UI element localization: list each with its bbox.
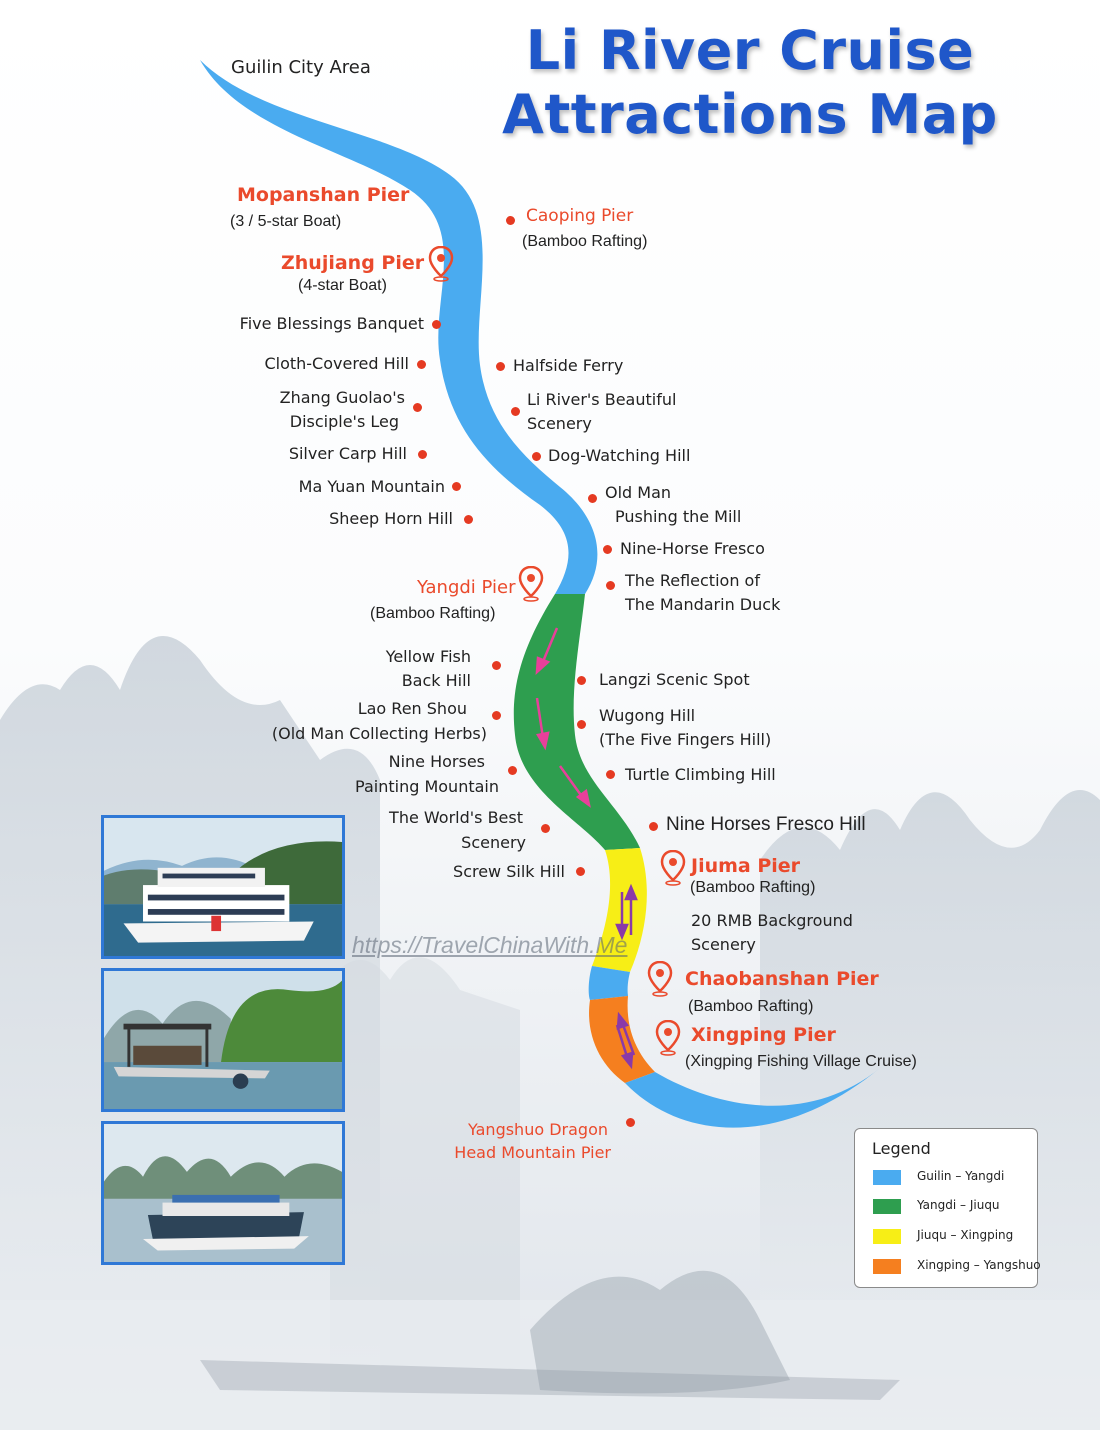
legend-swatch: [873, 1259, 901, 1274]
old-man-mill-line1: Old Man: [605, 483, 672, 502]
start-label: Guilin City Area: [231, 57, 371, 78]
old-man-mill-dot: [588, 494, 597, 503]
legend-swatch: [873, 1170, 901, 1185]
dog-watching-dot: [532, 452, 541, 461]
beautiful-scenery-dot: [511, 407, 520, 416]
yangshuo-pier-line2: Head Mountain Pier: [454, 1143, 611, 1162]
mopanshan-pier-note: (3 / 5-star Boat): [230, 213, 342, 230]
cloth-covered-dot: [417, 360, 426, 369]
yangdi-pier-note: (Bamboo Rafting): [370, 605, 496, 622]
caoping-dot: [506, 216, 515, 225]
yangshuo-pier-line1: Yangshuo Dragon: [468, 1120, 608, 1139]
nine-horses-painting-dot: [508, 766, 517, 775]
zhang-guolao-line2: Disciple's Leg: [289, 412, 399, 431]
lao-ren-shou-dot: [492, 711, 501, 720]
langzi-dot: [577, 676, 586, 685]
halfside-ferry-dot: [496, 362, 505, 371]
nine-horses-painting-line1: Nine Horses: [388, 752, 485, 771]
zhujiang-pier-note: (4-star Boat): [298, 277, 387, 294]
wugong-dot: [577, 720, 586, 729]
worlds-best-dot: [541, 824, 550, 833]
mandarin-duck-line1: The Reflection of: [625, 571, 760, 590]
xingping-pier-note: (Xingping Fishing Village Cruise): [685, 1053, 917, 1070]
rmb20-line2: Scenery: [691, 935, 756, 954]
lao-ren-shou-line2: (Old Man Collecting Herbs): [271, 724, 487, 743]
watermark-link[interactable]: https://TravelChinaWith.Me: [352, 932, 628, 958]
caoping-pier-note: (Bamboo Rafting): [522, 233, 648, 250]
legend-label: Guilin – Yangdi: [917, 1169, 1005, 1183]
chaobanshan-pier-note: (Bamboo Rafting): [688, 998, 814, 1015]
turtle-climbing-dot: [606, 770, 615, 779]
mandarin-duck-line2: The Mandarin Duck: [625, 595, 781, 614]
yangdi-pin-icon: [518, 566, 544, 602]
lao-ren-shou-line1: Lao Ren Shou: [357, 699, 467, 718]
sheep-horn-label: Sheep Horn Hill: [329, 509, 453, 528]
nine-horse-fresco-label: Nine-Horse Fresco: [620, 539, 765, 558]
five-blessings-dot: [432, 320, 441, 329]
screw-silk-dot: [576, 867, 585, 876]
river-segment-yangshuo: [625, 1068, 880, 1128]
bamboo-raft-photo: [101, 968, 345, 1112]
silver-carp-label: Silver Carp Hill: [288, 444, 407, 463]
yangdi-pier-label: Yangdi Pier: [417, 577, 516, 598]
jiuma-pier-note: (Bamboo Rafting): [690, 879, 816, 896]
yangshuo-dot: [626, 1118, 635, 1127]
legend-title: Legend: [872, 1139, 931, 1158]
chaobanshan-pier-label: Chaobanshan Pier: [685, 968, 879, 990]
xingping-pier-label: Xingping Pier: [691, 1024, 836, 1046]
dog-watching-label: Dog-Watching Hill: [548, 446, 691, 465]
silver-carp-dot: [418, 450, 427, 459]
legend-swatch: [873, 1229, 901, 1244]
beautiful-scenery-line1: Li River's Beautiful: [527, 390, 677, 409]
langzi-label: Langzi Scenic Spot: [599, 670, 750, 689]
legend-label: Xingping – Yangshuo: [917, 1258, 1041, 1272]
legend-label: Yangdi – Jiuqu: [917, 1198, 1000, 1212]
halfside-ferry-label: Halfside Ferry: [513, 356, 624, 375]
yellow-fish-line2: Back Hill: [401, 671, 471, 690]
worlds-best-line2: Scenery: [461, 833, 526, 852]
ma-yuan-label: Ma Yuan Mountain: [298, 477, 445, 496]
sheep-horn-dot: [464, 515, 473, 524]
zhang-guolao-dot: [413, 403, 422, 412]
wugong-line2: (The Five Fingers Hill): [599, 730, 772, 749]
jiuma-pier-label: Jiuma Pier: [691, 855, 801, 877]
xingping-pin-icon: [655, 1020, 681, 1056]
river-boat-photo: [101, 1121, 345, 1265]
caoping-pier-label: Caoping Pier: [526, 206, 634, 226]
cloth-covered-label: Cloth-Covered Hill: [264, 354, 409, 373]
nine-horses-fresco-hill-dot: [649, 822, 658, 831]
legend-swatch: [873, 1199, 901, 1214]
nine-horse-fresco-dot: [603, 545, 612, 554]
zhujiang-pier-label: Zhujiang Pier: [281, 252, 425, 274]
yellow-fish-dot: [492, 661, 501, 670]
map-title-line1: Li River Cruise: [525, 19, 975, 82]
chaobanshan-pin-icon: [647, 961, 673, 997]
yellow-fish-line1: Yellow Fish: [385, 647, 471, 666]
cruise-ship-photo: [101, 815, 345, 959]
river-segment-chaobanshan: [589, 966, 630, 1000]
mandarin-duck-dot: [606, 581, 615, 590]
turtle-climbing-label: Turtle Climbing Hill: [625, 765, 776, 784]
zhang-guolao-line1: Zhang Guolao's: [279, 388, 405, 407]
zhujiang-pin-icon: [428, 246, 454, 282]
rmb20-line1: 20 RMB Background: [691, 911, 853, 930]
mopanshan-pier-label: Mopanshan Pier: [237, 184, 410, 206]
jiuma-pin-icon: [660, 850, 686, 886]
five-blessings-label: Five Blessings Banquet: [239, 314, 424, 333]
beautiful-scenery-line2: Scenery: [527, 414, 592, 433]
legend-label: Jiuqu – Xingping: [917, 1228, 1014, 1242]
nine-horses-painting-line2: Painting Mountain: [355, 777, 499, 796]
worlds-best-line1: The World's Best: [389, 808, 523, 827]
wugong-line1: Wugong Hill: [599, 706, 696, 725]
ma-yuan-dot: [452, 482, 461, 491]
map-title-line2: Attractions Map: [502, 83, 998, 146]
old-man-mill-line2: Pushing the Mill: [615, 507, 742, 526]
legend: [854, 1128, 1041, 1288]
nine-horses-fresco-hill-label: Nine Horses Fresco Hill: [666, 814, 866, 835]
screw-silk-label: Screw Silk Hill: [453, 862, 565, 881]
